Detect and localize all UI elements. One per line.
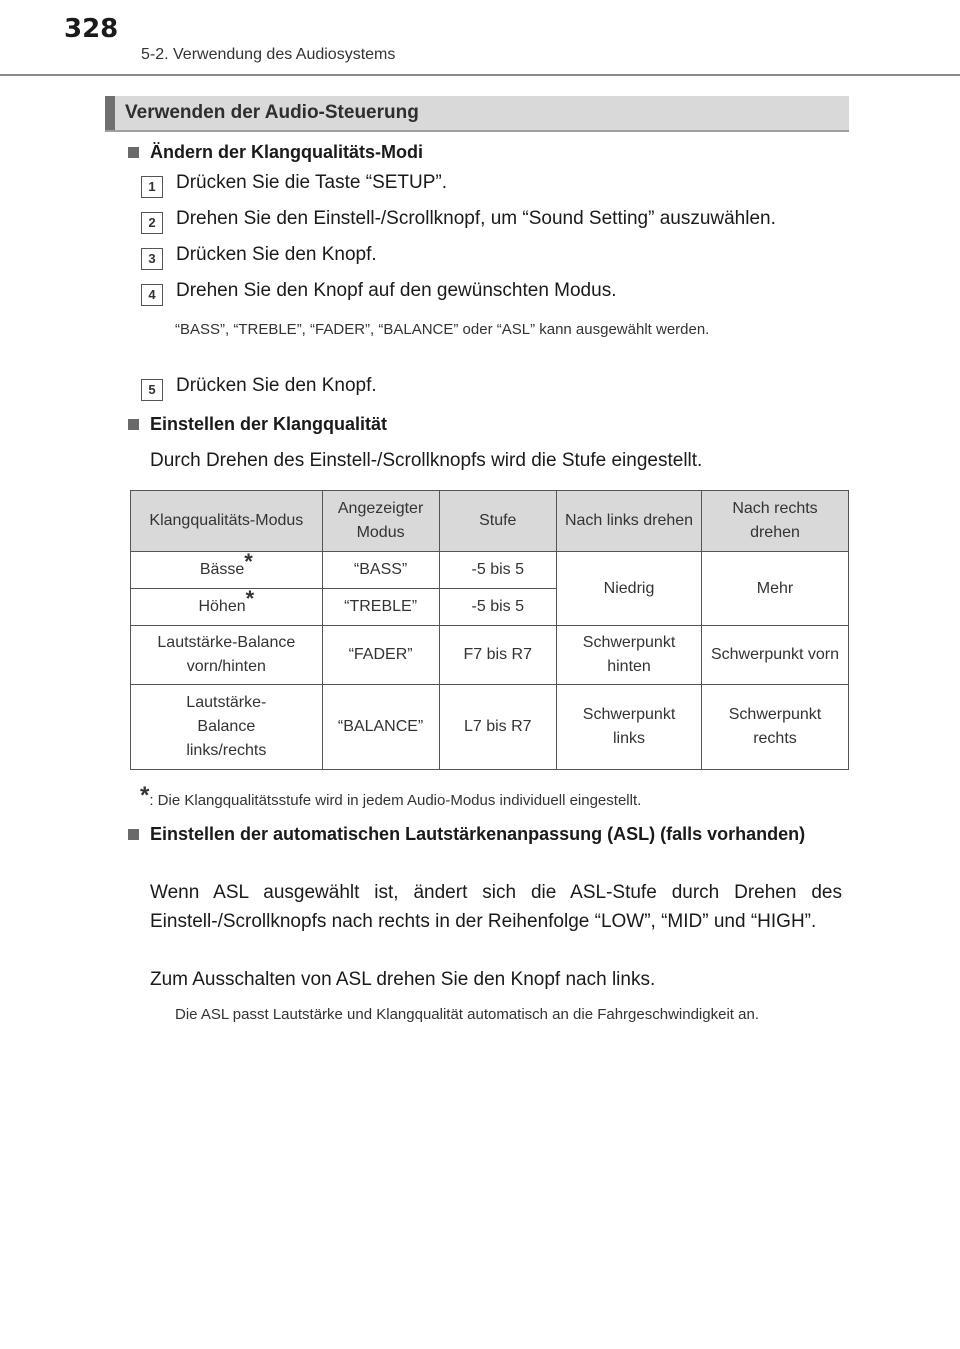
table-cell: Lautstärke-Balance links/rechts xyxy=(131,685,323,770)
column-header: Angezeigter Modus xyxy=(322,491,439,552)
table-cell: Schwerpunkt links xyxy=(557,685,702,770)
table-cell: F7 bis R7 xyxy=(439,626,557,685)
header-rule xyxy=(0,74,960,76)
step-text: Drehen Sie den Einstell-/Scrollknopf, um “Sound Setting” auszuwählen. xyxy=(176,208,776,229)
table-cell: “BALANCE” xyxy=(322,685,439,770)
table-cell: Mehr xyxy=(702,552,849,626)
table-row xyxy=(131,552,849,589)
table-row xyxy=(131,685,849,770)
heading-text: Einstellen der Klangqualität xyxy=(150,414,388,434)
section-title-bar xyxy=(105,96,849,132)
mode-note: “BASS”, “TREBLE”, “FADER”, “BALANCE” oder “ASL” kann ausgewählt werden. xyxy=(175,321,710,338)
table-cell xyxy=(131,586,323,626)
chapter-title: 5-2. Verwendung des Audiosystems xyxy=(141,46,396,63)
step-number: 5 xyxy=(141,379,163,401)
asl-text: Wenn ASL ausgewählt ist, ändert sich die ASL-Stufe durch Drehen des Einstell-/Scrollknopfs nach rechts in der Reihenfolge “LOW”, “MID” und “HIGH”. xyxy=(150,882,842,932)
step-text: Drücken Sie den Knopf. xyxy=(176,375,377,396)
step-number: 1 xyxy=(141,176,163,198)
table-cell: Niedrig xyxy=(557,552,702,626)
section-title: Verwenden der Audio-Steuerung xyxy=(125,102,419,123)
section-accent xyxy=(105,96,115,130)
table-cell: -5 bis 5 xyxy=(439,589,557,626)
table-header-row xyxy=(131,491,849,552)
footnote xyxy=(140,782,641,810)
step-text: Drehen Sie den Knopf auf den gewünschten Modus. xyxy=(176,280,617,301)
table-cell: Lautstärke-Balance vorn/hinten xyxy=(131,626,323,685)
footnote-asterisk: * xyxy=(140,782,150,809)
column-header: Nach links drehen xyxy=(557,491,702,552)
cell-text: Höhen xyxy=(198,598,246,615)
square-bullet-icon xyxy=(128,419,139,430)
quality-adjust-text: Durch Drehen des Einstell-/Scrollknopfs wird die Stufe eingestellt. xyxy=(150,450,703,471)
step-number: 2 xyxy=(141,212,163,234)
asl-note: Die ASL passt Lautstärke und Klangqualität automatisch an die Fahrgeschwindigkeit an. xyxy=(175,1006,759,1023)
table-cell: Schwerpunkt rechts xyxy=(702,685,849,770)
table-cell: Schwerpunkt hinten xyxy=(557,626,702,685)
heading-text: Ändern der Klangqualitäts-Modi xyxy=(150,142,424,162)
square-bullet-icon xyxy=(128,829,139,840)
asterisk-mark: * xyxy=(245,586,255,611)
table-cell: Schwerpunkt vorn xyxy=(702,626,849,685)
table-row xyxy=(131,626,849,685)
sound-quality-table xyxy=(130,490,849,770)
cell-text: Bässe xyxy=(199,561,245,578)
column-header: Nach rechts drehen xyxy=(702,491,849,552)
square-bullet-icon xyxy=(128,147,139,158)
step-text: Drücken Sie den Knopf. xyxy=(176,244,377,265)
table-cell: L7 bis R7 xyxy=(439,685,557,770)
page-header xyxy=(0,0,960,80)
column-header: Klangqualitäts-Modus xyxy=(131,491,323,552)
column-header: Stufe xyxy=(439,491,557,552)
page-number: 328 xyxy=(64,14,119,44)
asterisk-mark: * xyxy=(244,549,253,574)
asl-off-text: Zum Ausschalten von ASL drehen Sie den Knopf nach links. xyxy=(150,969,656,990)
footnote-text: : Die Klangqualitätsstufe wird in jedem Audio-Modus individuell eingestellt. xyxy=(149,792,642,809)
step-number: 3 xyxy=(141,248,163,270)
table-cell: “FADER” xyxy=(322,626,439,685)
step-number: 4 xyxy=(141,284,163,306)
table-cell: -5 bis 5 xyxy=(439,552,557,589)
table-cell: “TREBLE” xyxy=(322,589,439,626)
heading-text: Einstellen der automatischen Lautstärkenanpassung (ASL) (falls vorhanden) xyxy=(150,824,806,844)
table-cell xyxy=(131,549,323,589)
table-cell: “BASS” xyxy=(322,552,439,589)
step-text: Drücken Sie die Taste “SETUP”. xyxy=(176,172,448,193)
